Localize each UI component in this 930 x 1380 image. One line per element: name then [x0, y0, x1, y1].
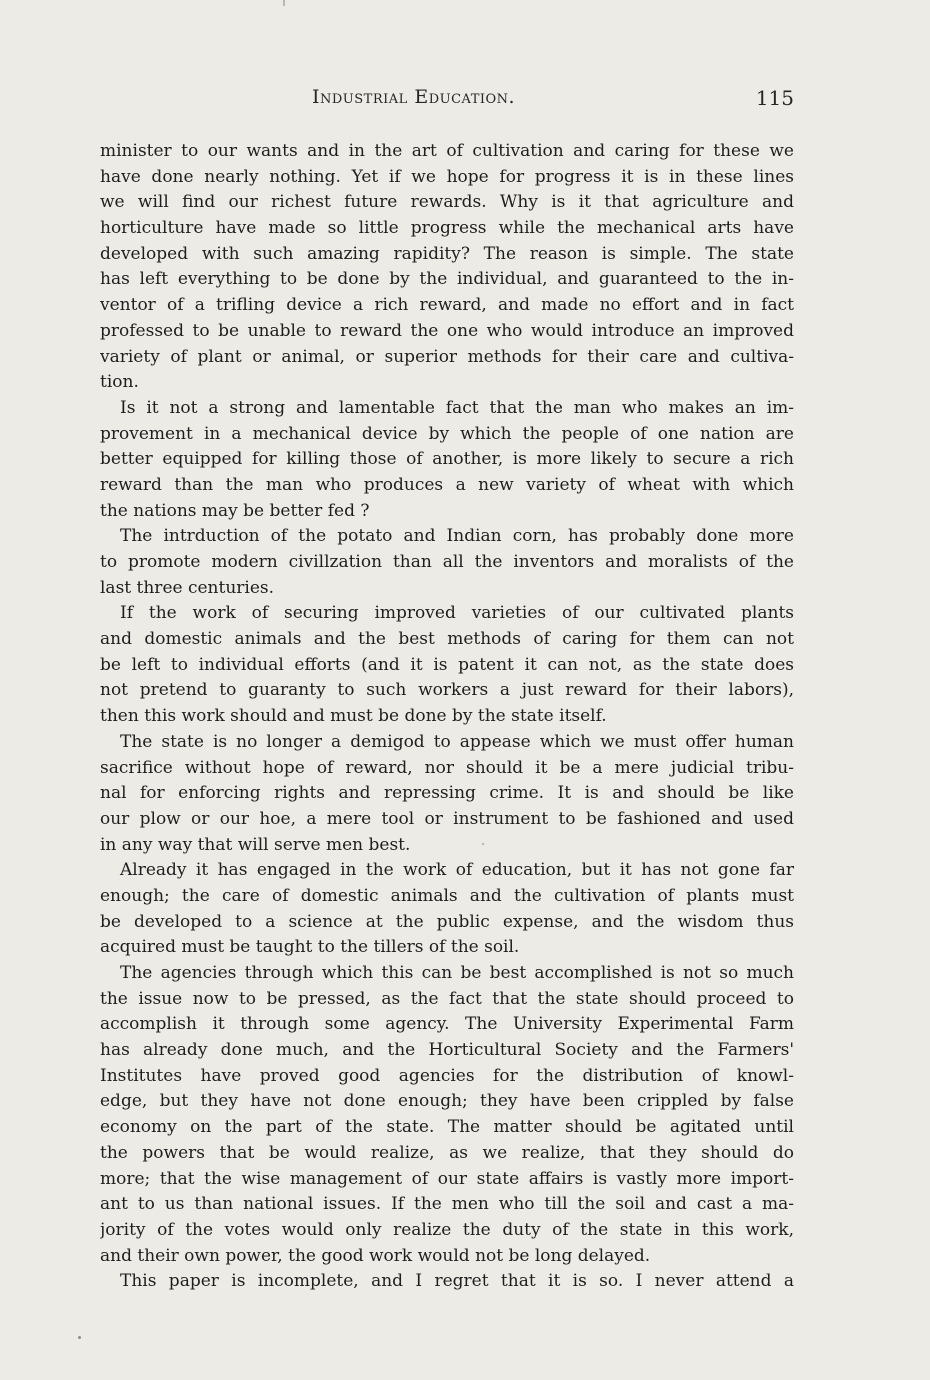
text-line: to promote modern civillzation than all the inventors and moralists of the [100, 552, 794, 572]
text-line: be developed to a science at the public expense, and the wisdom thus [100, 911, 794, 932]
text-line: and their own power, the good work would not be long delayed. [100, 1245, 651, 1266]
text-line: This paper is incomplete, and I regret that it is so. I never attend a [120, 1271, 794, 1292]
text-line: has left everything to be done by the individual, and guaranteed to the in- [100, 269, 794, 290]
text-line: accomplish it through some agency. The University Experimental Farm [100, 1014, 794, 1035]
text-line: not pretend to guaranty to such workers a just reward for their labors), [100, 680, 794, 701]
ink-speck [78, 1336, 81, 1339]
text-line: reward than the man who produces a new variety of wheat with which [100, 474, 794, 495]
text-line: ant to us than national issues. If the men who till the soil and cast a ma- [100, 1194, 794, 1215]
text-line: we will find our richest future rewards. Why is it that agriculture and [100, 192, 794, 213]
paragraph [100, 396, 794, 524]
paragraph [100, 730, 794, 858]
text-line: then this work should and must be done by the state itself. [100, 706, 607, 727]
text-line: provement in a mechanical device by which the people of one nation are [100, 423, 794, 444]
text-line: nal for enforcing rights and repressing crime. It is and should be like [100, 783, 794, 804]
text-line: Institutes have proved good agencies for the distribution of knowl- [100, 1065, 794, 1086]
paragraph [100, 601, 794, 729]
page-number: 115 [755, 86, 794, 110]
paragraph [100, 858, 794, 961]
text-line: have done nearly nothing. Yet if we hope for progress it is in these lines [100, 166, 794, 187]
text-line: The intrduction of the potato and Indian corn, has probably done more [120, 526, 794, 547]
text-line: the nations may be better fed ? [100, 500, 370, 521]
paragraph [100, 139, 794, 396]
text-line: The state is no longer a demigod to appease which we must offer human [120, 731, 794, 752]
text-line: tion. [100, 372, 139, 393]
text-line: the powers that be would realize, as we realize, that they should do [100, 1142, 794, 1163]
text-line: has already done much, and the Horticultural Society and the Farmers' [100, 1040, 794, 1061]
text-line: and domestic animals and the best methods of caring for them can not [100, 629, 794, 650]
text-line: horticulture have made so little progress while the mechanical arts have [100, 218, 794, 239]
body-text [100, 139, 794, 1295]
text-line: Already it has engaged in the work of education, but it has not gone far [120, 860, 794, 881]
scan-mark [283, 0, 285, 6]
text-line: If the work of securing improved varieties of our cultivated plants [120, 603, 794, 624]
text-line: Is it not a strong and lamentable fact that the man who makes an im- [120, 397, 794, 418]
text-line: sacrifice without hope of reward, nor should it be a mere judicial tribu- [100, 757, 794, 778]
paragraph [100, 961, 794, 1269]
text-line: The agencies through which this can be best accomplished is not so much [120, 963, 794, 983]
text-line: variety of plant or animal, or superior methods for their care and cultiva- [100, 346, 794, 367]
text-line: more; that the wise management of our state affairs is vastly more import- [100, 1168, 794, 1189]
text-line: developed with such amazing rapidity? The reason is simple. The state [100, 243, 794, 264]
text-line: economy on the part of the state. The matter should be agitated until [100, 1117, 794, 1138]
ink-speck [482, 843, 484, 845]
paragraph [100, 1269, 794, 1295]
paragraph [100, 524, 794, 601]
text-line: ventor of a trifling device a rich reward, and made no effort and in fact [100, 295, 794, 316]
running-title: Industrial Education. [312, 86, 516, 108]
text-line: edge, but they have not done enough; they have been crippled by false [100, 1091, 794, 1112]
text-line: last three centuries. [100, 577, 275, 598]
text-line: in any way that will serve men best. [100, 834, 411, 855]
text-line: jority of the votes would only realize the duty of the state in this work, [100, 1219, 794, 1240]
text-line: our plow or our hoe, a mere tool or instrument to be fashioned and used [100, 808, 794, 829]
text-line: professed to be unable to reward the one who would introduce an improved [100, 320, 794, 341]
text-line: acquired must be taught to the tillers of the soil. [100, 937, 520, 958]
text-line: be left to individual efforts (and it is patent it can not, as the state does [100, 654, 794, 675]
text-line: enough; the care of domestic animals and the cultivation of plants must [100, 885, 794, 906]
text-line: minister to our wants and in the art of cultivation and caring for these we [100, 141, 794, 161]
text-line: better equipped for killing those of another, is more likely to secure a rich [100, 449, 794, 470]
text-line: the issue now to be pressed, as the fact that the state should proceed to [100, 988, 794, 1009]
running-head [100, 86, 794, 112]
